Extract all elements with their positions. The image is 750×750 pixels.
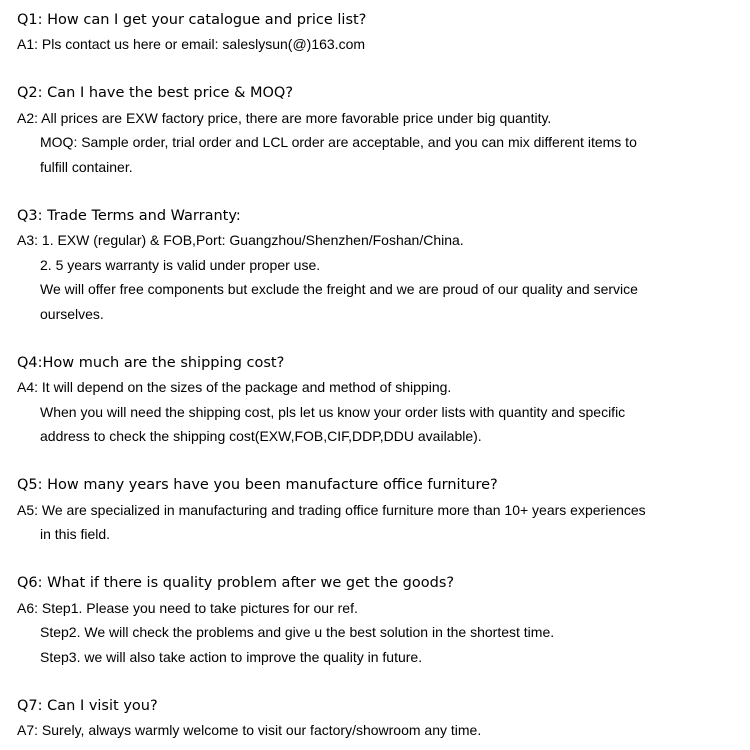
faq-question-6: Q6: What if there is quality problem after we get the goods? <box>17 575 455 591</box>
faq-question-7: Q7: Can I visit you? <box>17 698 158 714</box>
faq-answer-6-line-2: Step2. We will check the problems and give u the best solution in the shortest time. <box>40 624 555 640</box>
faq-answer-2-line-3: fulfill container. <box>40 159 133 175</box>
faq-answer-5-line-2: in this field. <box>40 526 111 542</box>
faq-answer-4-line-3: address to check the shipping cost(EXW,FOB,CIF,DDP,DDU available). <box>40 428 482 444</box>
faq-answer-3-line-3: We will offer free components but exclude the freight and we are proud of our quality and service <box>40 281 638 297</box>
faq-question-3: Q3: Trade Terms and Warranty: <box>17 208 241 224</box>
faq-answer-3-line-1: A3: 1. EXW (regular) & FOB,Port: Guangzhou/Shenzhen/Foshan/China. <box>17 232 464 248</box>
faq-answer-2-line-1: A2: All prices are EXW factory price, there are more favorable price under big quantity. <box>17 110 552 126</box>
faq-answer-7-line-1: A7: Surely, always warmly welcome to visit our factory/showroom any time. <box>17 722 482 738</box>
faq-question-5: Q5: How many years have you been manufacture office furniture? <box>17 477 498 493</box>
faq-answer-1-line-1: A1: Pls contact us here or email: saleslysun(@)163.com <box>17 36 366 52</box>
faq-answer-6-line-1: A6: Step1. Please you need to take pictures for our ref. <box>17 600 358 616</box>
faq-question-2: Q2: Can I have the best price & MOQ? <box>17 85 294 101</box>
faq-answer-5-line-1: A5: We are specialized in manufacturing and trading office furniture more than 10+ years experiences <box>17 502 646 518</box>
faq-question-1: Q1: How can I get your catalogue and price list? <box>17 12 367 28</box>
faq-answer-3-line-2: 2. 5 years warranty is valid under proper use. <box>40 257 321 273</box>
faq-answer-3-line-4: ourselves. <box>40 306 104 322</box>
faq-answer-6-line-3: Step3. we will also take action to improve the quality in future. <box>40 649 423 665</box>
faq-question-4: Q4:How much are the shipping cost? <box>17 355 285 371</box>
faq-answer-4-line-1: A4: It will depend on the sizes of the package and method of shipping. <box>17 379 452 395</box>
faq-answer-2-line-2: MOQ: Sample order, trial order and LCL order are acceptable, and you can mix different items to <box>40 134 637 150</box>
faq-answer-4-line-2: When you will need the shipping cost, pls let us know your order lists with quantity and specific <box>40 404 626 420</box>
